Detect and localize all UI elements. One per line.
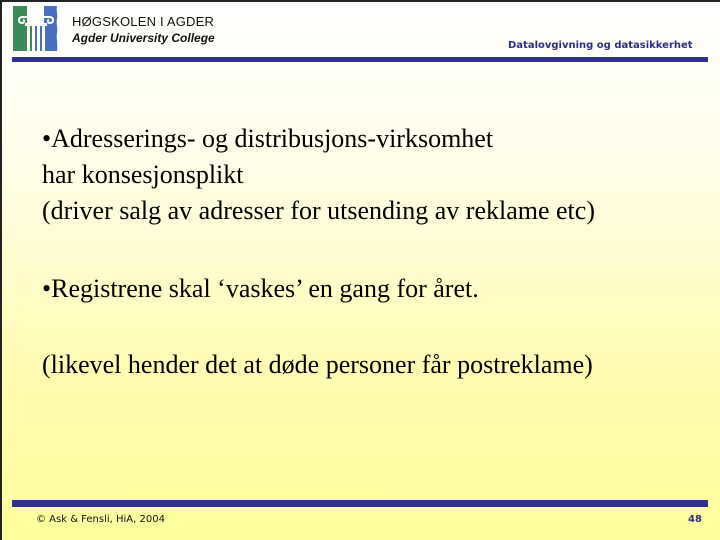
- school-name: HØGSKOLEN I AGDER: [72, 14, 215, 29]
- bullet-1-line-2: har konsesjonsplikt: [42, 160, 244, 189]
- page-number: 48: [688, 514, 702, 525]
- note-line: (likevel hender det at døde personer får postreklame): [42, 350, 593, 379]
- bullet-2-line-1: •Registrene skal ‘vaskes’ en gang for året.: [42, 274, 479, 303]
- header-divider: [12, 57, 708, 62]
- bullet-1-line-3: (driver salg av adresser for utsending av reklame etc): [42, 196, 595, 225]
- bullet-1-line-1: •Adresserings- og distribusjons-virksomhet: [42, 124, 494, 153]
- school-subtitle: Agder University College: [72, 31, 215, 45]
- footer-divider: [12, 500, 708, 507]
- course-title: Datalovgivning og datasikkerhet: [508, 40, 693, 51]
- copyright-text: © Ask & Fensli, HiA, 2004: [36, 514, 165, 525]
- ionic-column-logo-icon: [13, 6, 58, 51]
